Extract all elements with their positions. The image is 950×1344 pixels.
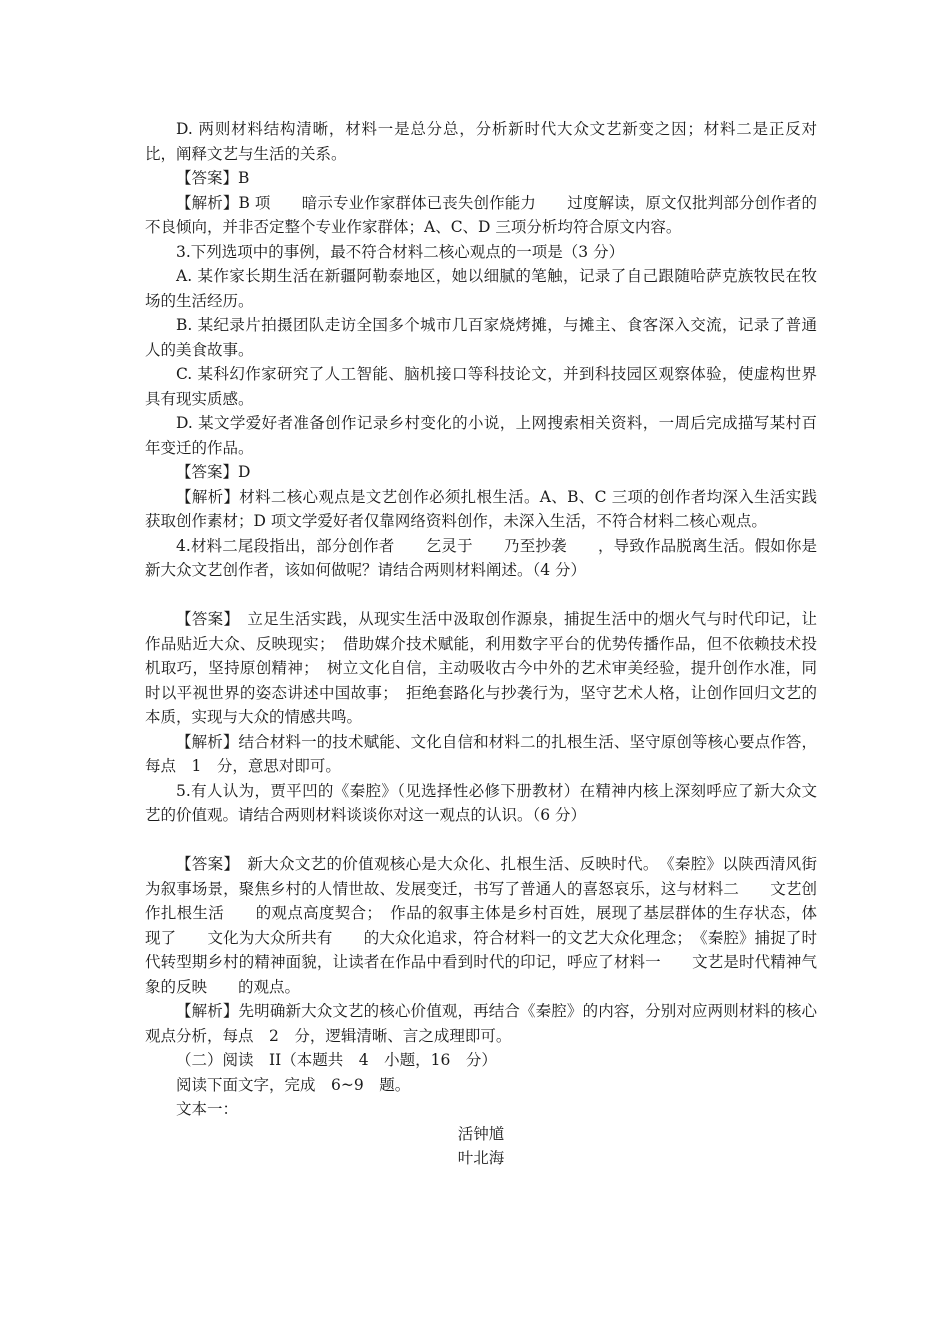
article-author: 叶北海 [457,1149,505,1167]
section-heading: （二）阅读 II（本题共 4 小题，16 分） [176,1051,497,1069]
option-b: B. 某纪录片拍摄团队走访全国多个城市几百家烧烤摊，与摊主、食客深入交流，记录了普通人的美食故事。 [145,316,817,359]
answer-q2: 【答案】B [176,169,250,187]
blank-line [145,828,817,853]
analysis-q3: 【解析】材料二核心观点是文艺创作必须扎根生活。A、B、C 三项的创作者均深入生活实践获取创作素材；D 项文学爱好者仅靠网络资料创作，未深入生活，不符合材料二核心观点。 [145,487,817,530]
question-5: 5.有人认为，贾平凹的《秦腔》（见选择性必修下册教材）在精神内核上深刻呼应了新大众文艺的价值观。请结合两则材料谈谈你对这一观点的认识。（6 分） [145,781,817,824]
text-one-label: 文本一： [176,1100,239,1118]
question-4: 4.材料二尾段指出，部分创作者 乞灵于 乃至抄袭 ，导致作品脱离生活。假如你是新大众文艺创作者，该如何做呢？请结合两则材料阐述。（4 分） [145,536,817,579]
option-c: C. 某科幻作家研究了人工智能、脑机接口等科技论文，并到科技园区观察体验，使虚构世界具有现实质感。 [145,365,817,408]
answer-q3: 【答案】D [176,463,251,481]
answer-q5: 【答案】 新大众文艺的价值观核心是大众化、扎根生活、反映时代。 《秦腔》以陕西清风街为叙事场景，聚焦乡村的人情世故、发展变迁，书写了普通人的喜怒哀乐，这与材料二 文艺创作扎根生活 的观点高度契合； 作品的叙事主体是乡村百姓，展现了基层群体的生存状态，体现了 文化为大众所共有 的大众化追求，符合材料一的文艺大众化理念； 《秦腔》捕捉了时代转型期乡村的精神面貌，让读者在作品中看到时代的印记，呼应了材料一 文艺是时代精神气象的反映 的观点。 [145,855,817,996]
blank-line [145,583,817,608]
document-body [145,117,817,1171]
option-a: A. 某作家长期生活在新疆阿勒泰地区，她以细腻的笔触，记录了自己跟随哈萨克族牧民在牧场的生活经历。 [145,267,817,310]
article-title: 活钟馗 [457,1124,505,1143]
option-d: D. 某文学爱好者准备创作记录乡村变化的小说，上网搜索相关资料，一周后完成描写某村百年变迁的作品。 [145,414,817,457]
analysis-q5: 【解析】先明确新大众文艺的核心价值观，再结合《秦腔》的内容，分别对应两则材料的核心观点分析，每点 2 分，逻辑清晰、言之成理即可。 [145,1002,817,1045]
option-d-paragraph: D. 两则材料结构清晰，材料一是总分总，分析新时代大众文艺新变之因；材料二是正反对比，阐释文艺与生活的关系。 [145,120,817,163]
analysis-q2: 【解析】B 项 暗示专业作家群体已丧失创作能力 过度解读，原文仅批判部分创作者的不良倾向，并非否定整个专业作家群体；A、C、D 三项分析均符合原文内容。 [145,193,817,236]
answer-q4: 【答案】 立足生活实践，从现实生活中汲取创作源泉，捕捉生活中的烟火气与时代印记，让作品贴近大众、反映现实； 借助媒介技术赋能，利用数字平台的优势传播作品，但不依赖技术投机取巧，坚持原创精神； 树立文化自信，主动吸收古今中外的艺术审美经验，提升创作水准，同时以平视世界的姿态讲述中国故事； 拒绝套路化与抄袭行为，坚守艺术人格，让创作回归文艺的本质，实现与大众的情感共鸣。 [145,610,817,726]
reading-instruction: 阅读下面文字，完成 6~9 题。 [176,1075,411,1094]
question-3: 3.下列选项中的事例，最不符合材料二核心观点的一项是（3 分） [176,242,625,261]
analysis-q4: 【解析】结合材料一的技术赋能、文化自信和材料二的扎根生活、坚守原创等核心要点作答，每点 1 分，意思对即可。 [145,732,817,775]
